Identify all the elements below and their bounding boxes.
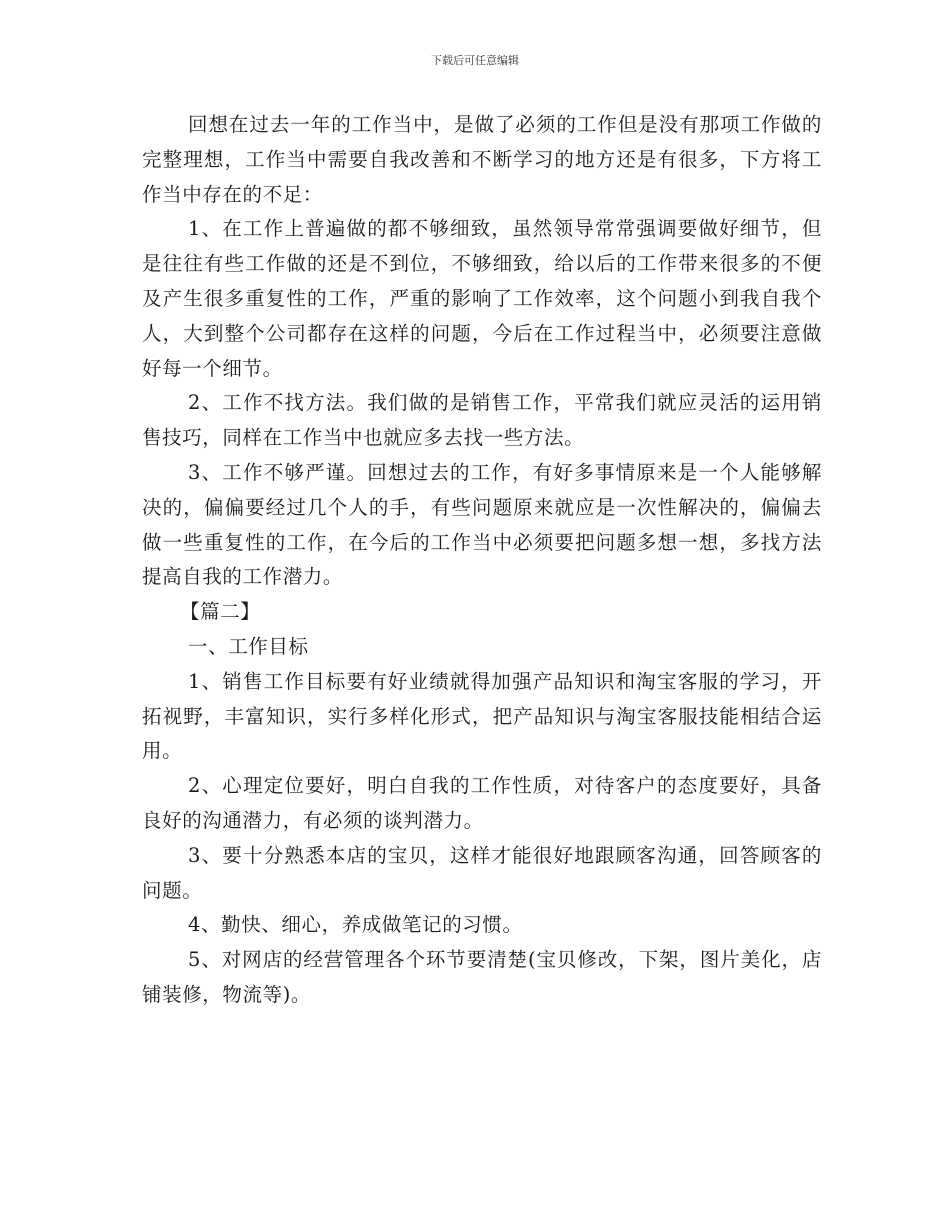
goal-item-1: 1、销售工作目标要有好业绩就得加强产品知识和淘宝客服的学习，开拓视野，丰富知识，实行多样化形式，把产品知识与淘宝客服技能相结合运用。 [142,669,822,763]
shortcoming-item-2: 2、工作不找方法。我们做的是销售工作，平常我们就应灵活的运用销售技巧，同样在工作当中也就应多去找一些方法。 [142,391,822,450]
subsection-heading-work-goals: 一、工作目标 [188,634,309,658]
shortcoming-item-1: 1、在工作上普遍做的都不够细致，虽然领导常常强调要做好细节，但是往往有些工作做的还是不到位，不够细致，给以后的工作带来很多的不便及产生很多重复性的工作，严重的影响了工作效率，这个问题小到我自我个人，大到整个公司都存在这样的问题，今后在工作过程当中，必须要注意做好每一个细节。 [142,217,822,380]
shortcoming-item-3: 3、工作不够严谨。回想过去的工作，有好多事情原来是一个人能够解决的，偏偏要经过几个人的手，有些问题原来就应是一次性解决的，偏偏去做一些重复性的工作，在今后的工作当中必须要把问题多想一想，多找方法提高自我的工作潜力。 [142,460,822,589]
page-header: 下载后可任意编辑 [431,54,519,67]
intro-paragraph: 回想在过去一年的工作当中，是做了必须的工作但是没有那项工作做的完整理想，工作当中需要自我改善和不断学习的地方还是有很多，下方将工作当中存在的不足： [142,113,822,206]
goal-item-5: 5、对网店的经营管理各个环节要清楚(宝贝修改，下架，图片美化，店铺装修，物流等)。 [142,948,822,1006]
goal-item-4: 4、勤快、细心，养成做笔记的习惯。 [188,913,523,937]
goal-item-2: 2、心理定位要好，明白自我的工作性质，对待客户的态度要好，具备良好的沟通潜力，有必须的谈判潜力。 [142,774,822,832]
document-body [142,108,822,1013]
section-heading-part-two: 【篇二】 [180,600,261,624]
goal-item-3: 3、要十分熟悉本店的宝贝，这样才能很好地跟顾客沟通，回答顾客的问题。 [142,843,822,902]
